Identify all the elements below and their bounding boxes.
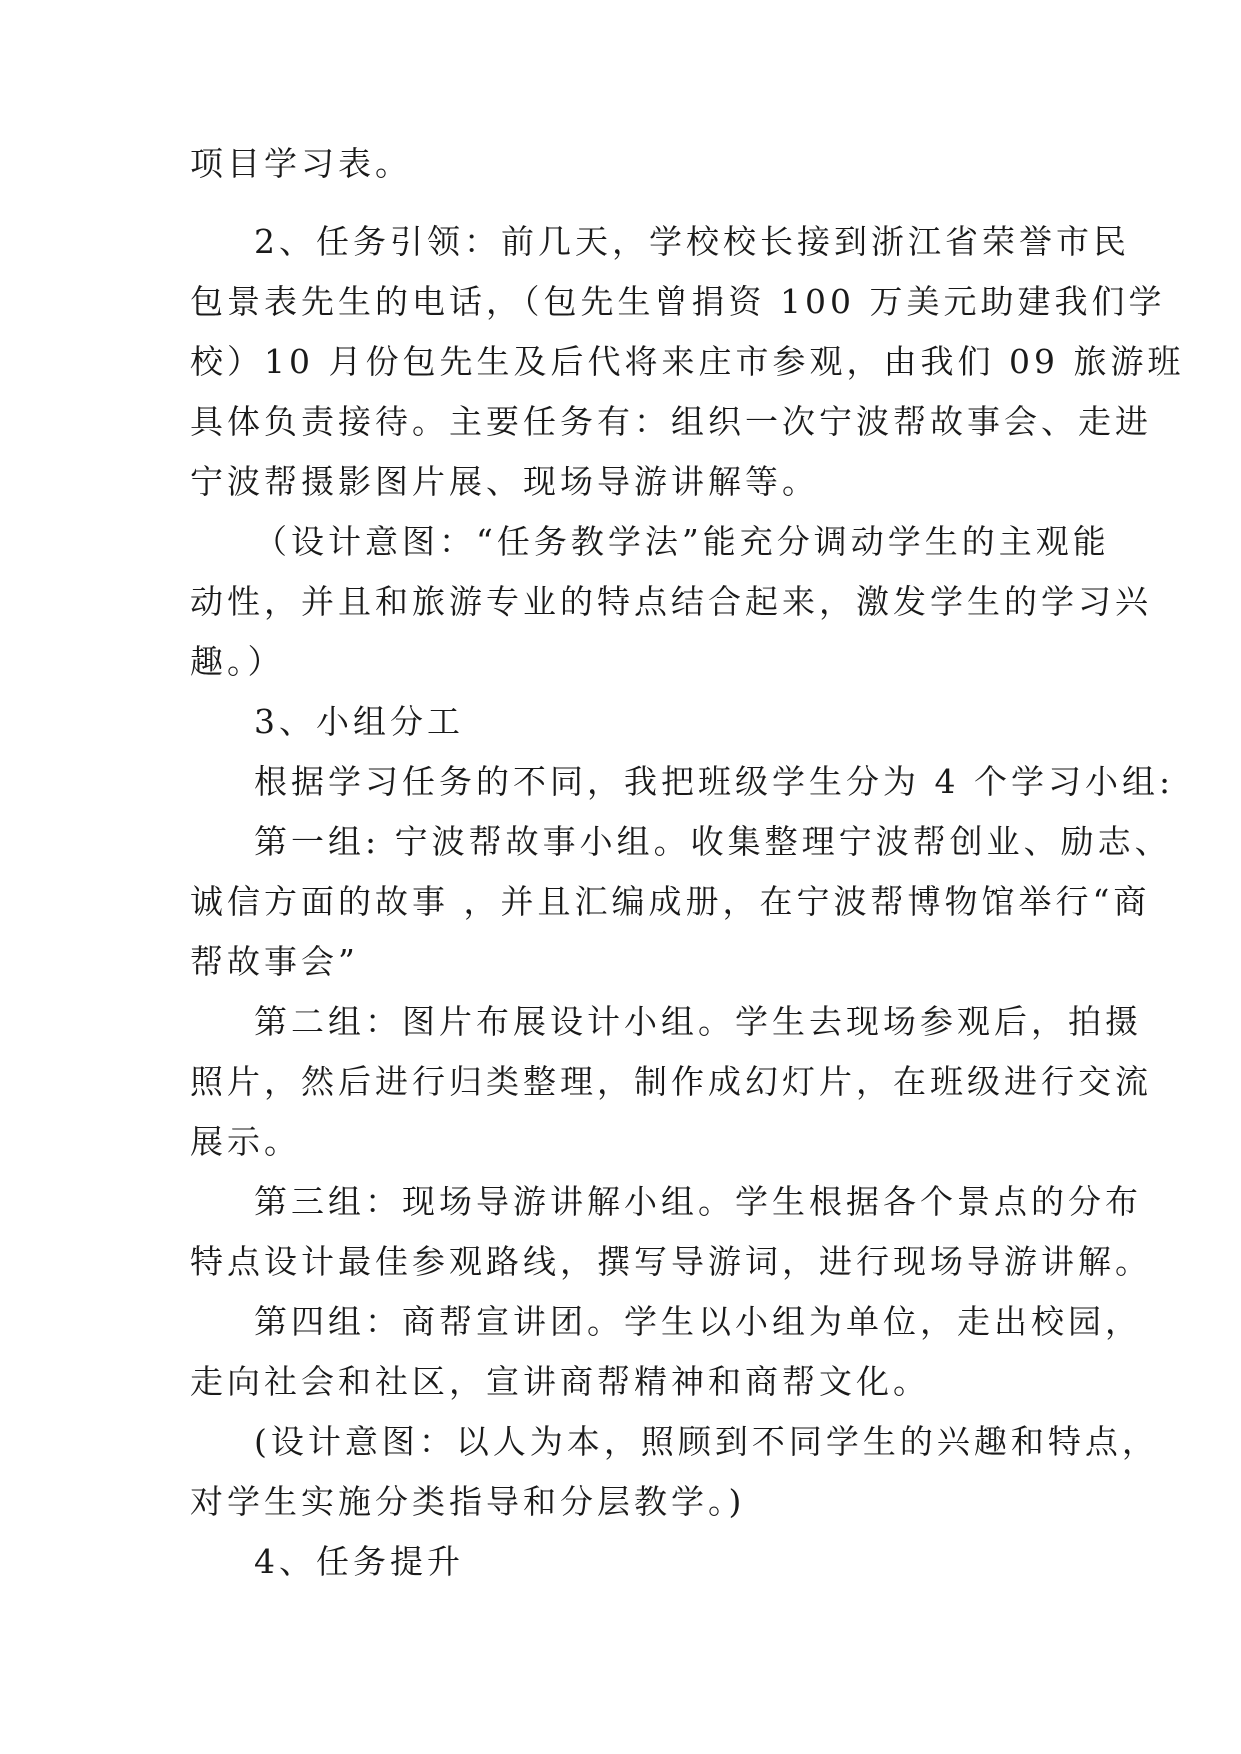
text-line: 帮故事会” [190, 942, 359, 981]
text-line: （设计意图：“任务教学法”能充分调动学生的主观能 [254, 522, 1110, 561]
text-line: 项目学习表。 [190, 144, 412, 183]
text-line: 第四组：商帮宣讲团。学生以小组为单位，走出校园， [254, 1302, 1142, 1341]
text-line: 展示。 [190, 1122, 301, 1161]
text-line: 第三组：现场导游讲解小组。学生根据各个景点的分布 [254, 1182, 1142, 1221]
text-line: 走向社会和社区，宣讲商帮精神和商帮文化。 [190, 1362, 930, 1401]
text-line: 特点设计最佳参观路线，撰写导游词，进行现场导游讲解。 [190, 1242, 1152, 1281]
text-line: 包景表先生的电话，（包先生曾捐资 100 万美元助建我们学 [190, 282, 1166, 321]
text-line: (设计意图：以人为本，照顾到不同学生的兴趣和特点， [254, 1422, 1159, 1461]
text-line: 第一组: 宁波帮故事小组。收集整理宁波帮创业、励志、 [254, 822, 1172, 861]
text-line: 3、小组分工 [254, 702, 464, 741]
text-line: 校）10 月份包先生及后代将来庄市参观，由我们 09 旅游班 [190, 342, 1185, 381]
text-line: 对学生实施分类指导和分层教学。) [190, 1482, 746, 1521]
text-line: 具体负责接待。主要任务有：组织一次宁波帮故事会、走进 [190, 402, 1152, 441]
text-line: 照片，然后进行归类整理，制作成幻灯片，在班级进行交流 [190, 1062, 1152, 1101]
text-line: 根据学习任务的不同，我把班级学生分为 4 个学习小组: [254, 762, 1175, 801]
text-line: 第二组：图片布展设计小组。学生去现场参观后，拍摄 [254, 1002, 1142, 1041]
text-line: 动性，并且和旅游专业的特点结合起来，激发学生的学习兴 [190, 582, 1152, 621]
text-line: 4、任务提升 [254, 1542, 464, 1581]
text-line: 2、任务引领：前几天，学校校长接到浙江省荣誉市民 [254, 222, 1130, 261]
text-line: 宁波帮摄影图片展、现场导游讲解等。 [190, 462, 819, 501]
text-line: 趣。） [190, 642, 285, 681]
text-line: 诚信方面的故事 ，并且汇编成册，在宁波帮博物馆举行“商 [190, 882, 1151, 921]
